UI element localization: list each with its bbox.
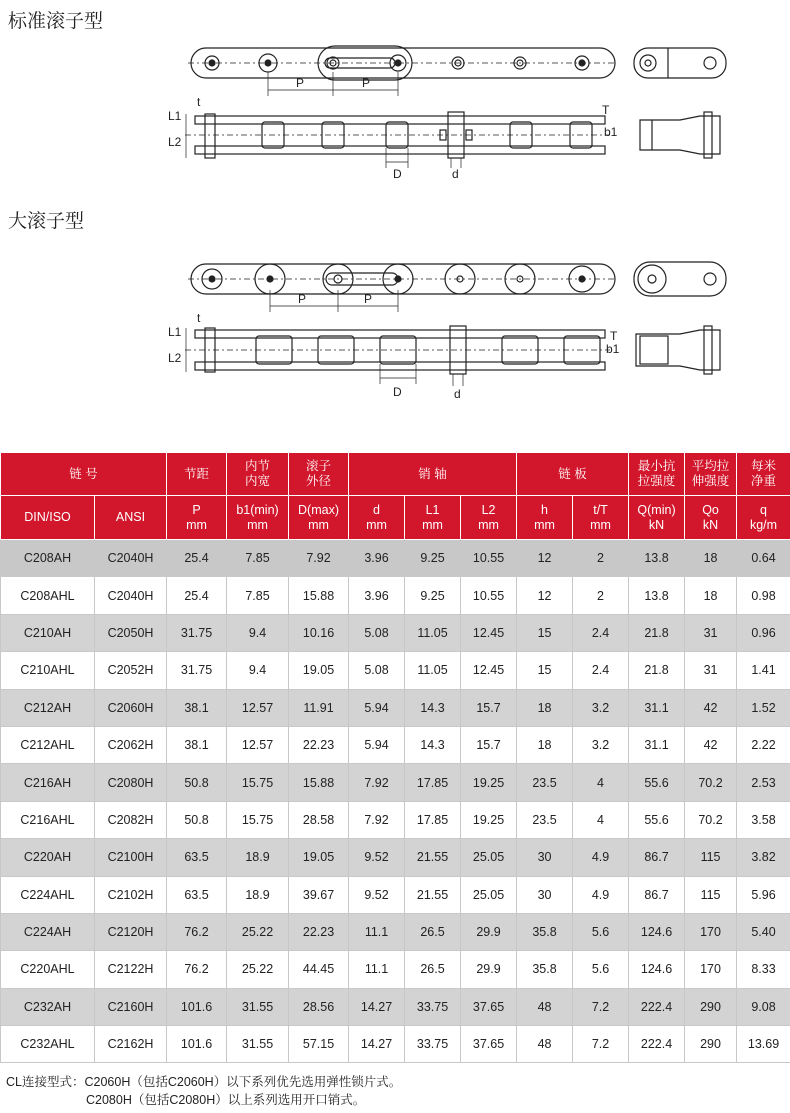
pitch-label: P xyxy=(296,76,305,90)
table-cell: 124.6 xyxy=(629,951,685,988)
header-pin: 销 轴 xyxy=(349,453,517,496)
table-cell: C2060H xyxy=(95,689,167,726)
table-cell: 12.45 xyxy=(461,614,517,651)
inner-width-label: b1 xyxy=(606,342,620,356)
header-D-mm: D(max) mm xyxy=(289,496,349,540)
table-cell: 25.4 xyxy=(167,540,227,577)
table-cell: C232AHL xyxy=(1,1026,95,1063)
table-cell: 48 xyxy=(517,1026,573,1063)
roller-diameter-label: D xyxy=(393,167,402,181)
table-cell: 3.96 xyxy=(349,540,405,577)
plate-thickness-label: T xyxy=(610,329,618,343)
table-cell: C2040H xyxy=(95,540,167,577)
table-cell: 5.96 xyxy=(737,876,790,913)
table-cell: 22.23 xyxy=(289,726,349,763)
pin-length-label: L1 xyxy=(168,325,182,339)
table-cell: 0.98 xyxy=(737,577,790,614)
inner-width-label: b1 xyxy=(604,125,618,139)
table-cell: C2080H xyxy=(95,764,167,801)
table-cell: C2062H xyxy=(95,726,167,763)
table-row xyxy=(1,951,790,988)
table-cell: C232AH xyxy=(1,988,95,1025)
table-cell: 222.4 xyxy=(629,1026,685,1063)
table-cell: 15.88 xyxy=(289,764,349,801)
table-cell: 13.69 xyxy=(737,1026,790,1063)
table-cell: 18 xyxy=(517,726,573,763)
table-cell: 42 xyxy=(685,726,737,763)
header-min-tensile: 最小抗 拉强度 xyxy=(629,453,685,496)
header-pitch: 节距 xyxy=(167,453,227,496)
table-cell: 13.8 xyxy=(629,540,685,577)
table-cell: 21.55 xyxy=(405,839,461,876)
table-cell: C220AH xyxy=(1,839,95,876)
header-avg-tensile: 平均拉 伸强度 xyxy=(685,453,737,496)
table-cell: 9.52 xyxy=(349,839,405,876)
table-cell: 26.5 xyxy=(405,951,461,988)
table-cell: C2050H xyxy=(95,614,167,651)
table-cell: 15.7 xyxy=(461,726,517,763)
table-cell: 57.15 xyxy=(289,1026,349,1063)
header-Q-kN: Q(min) kN xyxy=(629,496,685,540)
table-cell: 50.8 xyxy=(167,764,227,801)
table-cell: 5.94 xyxy=(349,726,405,763)
table-cell: 21.8 xyxy=(629,614,685,651)
table-cell: 9.25 xyxy=(405,577,461,614)
table-cell: C224AH xyxy=(1,913,95,950)
table-cell: 70.2 xyxy=(685,801,737,838)
table-row xyxy=(1,876,790,913)
table-cell: 37.65 xyxy=(461,988,517,1025)
header-p-mm: P mm xyxy=(167,496,227,540)
plate-thickness-label: t xyxy=(197,311,201,325)
table-cell: 38.1 xyxy=(167,689,227,726)
table-cell: C216AH xyxy=(1,764,95,801)
table-cell: 2.4 xyxy=(573,614,629,651)
table-cell: 290 xyxy=(685,988,737,1025)
table-cell: 63.5 xyxy=(167,876,227,913)
table-row xyxy=(1,913,790,950)
header-weight: 每米 净重 xyxy=(737,453,790,496)
table-cell: 31.1 xyxy=(629,689,685,726)
table-cell: 4.9 xyxy=(573,876,629,913)
table-row xyxy=(1,801,790,838)
table-cell: 11.91 xyxy=(289,689,349,726)
table-cell: 25.4 xyxy=(167,577,227,614)
table-cell: 29.9 xyxy=(461,913,517,950)
table-cell: 10.55 xyxy=(461,540,517,577)
table-cell: 26.5 xyxy=(405,913,461,950)
table-cell: 31.55 xyxy=(227,988,289,1025)
table-cell: 17.85 xyxy=(405,764,461,801)
header-L1-mm: L1 mm xyxy=(405,496,461,540)
table-cell: 2.22 xyxy=(737,726,790,763)
table-cell: 170 xyxy=(685,913,737,950)
table-cell: 19.25 xyxy=(461,801,517,838)
table-cell: 39.67 xyxy=(289,876,349,913)
table-cell: 19.05 xyxy=(289,652,349,689)
table-cell: 170 xyxy=(685,951,737,988)
table-row xyxy=(1,1026,790,1063)
table-cell: 31 xyxy=(685,652,737,689)
table-cell: 3.96 xyxy=(349,577,405,614)
table-cell: 18 xyxy=(685,577,737,614)
table-cell: 31.75 xyxy=(167,652,227,689)
table-cell: C212AH xyxy=(1,689,95,726)
pitch-label: P xyxy=(362,76,371,90)
table-cell: C2040H xyxy=(95,577,167,614)
table-cell: 124.6 xyxy=(629,913,685,950)
table-cell: 38.1 xyxy=(167,726,227,763)
table-cell: C2162H xyxy=(95,1026,167,1063)
table-cell: 23.5 xyxy=(517,801,573,838)
table-cell: 10.55 xyxy=(461,577,517,614)
header-roller-dia: 滚子 外径 xyxy=(289,453,349,496)
table-cell: C224AHL xyxy=(1,876,95,913)
table-cell: 11.1 xyxy=(349,951,405,988)
table-cell: 9.4 xyxy=(227,614,289,651)
table-cell: 115 xyxy=(685,876,737,913)
table-cell: 19.25 xyxy=(461,764,517,801)
table-cell: 42 xyxy=(685,689,737,726)
table-cell: 30 xyxy=(517,876,573,913)
header-h-mm: h mm xyxy=(517,496,573,540)
table-row xyxy=(1,540,790,577)
table-cell: 55.6 xyxy=(629,764,685,801)
table-cell: 35.8 xyxy=(517,951,573,988)
table-cell: 31.55 xyxy=(227,1026,289,1063)
table-cell: 4 xyxy=(573,764,629,801)
table-cell: 31.1 xyxy=(629,726,685,763)
header-Qo-kN: Qo kN xyxy=(685,496,737,540)
large-roller-chain-diagram xyxy=(0,240,790,410)
header-din-iso: DIN/ISO xyxy=(1,496,95,540)
table-cell: 12.45 xyxy=(461,652,517,689)
table-cell: 63.5 xyxy=(167,839,227,876)
footnote-line-2: C2080H（包括C2080H）以上系列选用开口销式。 xyxy=(86,1093,366,1107)
header-tT-mm: t/T mm xyxy=(573,496,629,540)
table-cell: 7.85 xyxy=(227,577,289,614)
header-b1-mm: b1(min) mm xyxy=(227,496,289,540)
table-cell: C208AH xyxy=(1,540,95,577)
pitch-label: P xyxy=(298,292,307,306)
plate-thickness-label: T xyxy=(602,103,610,117)
table-cell: 28.56 xyxy=(289,988,349,1025)
table-cell: 3.2 xyxy=(573,689,629,726)
table-cell: 31 xyxy=(685,614,737,651)
table-cell: 7.2 xyxy=(573,1026,629,1063)
header-ansi: ANSI xyxy=(95,496,167,540)
table-cell: 101.6 xyxy=(167,988,227,1025)
table-cell: 76.2 xyxy=(167,951,227,988)
table-cell: 15.7 xyxy=(461,689,517,726)
table-cell: 7.92 xyxy=(349,764,405,801)
table-cell: 55.6 xyxy=(629,801,685,838)
table-cell: 2.53 xyxy=(737,764,790,801)
table-cell: 12 xyxy=(517,577,573,614)
table-cell: 2 xyxy=(573,540,629,577)
table-cell: C2100H xyxy=(95,839,167,876)
table-cell: 290 xyxy=(685,1026,737,1063)
table-cell: 4.9 xyxy=(573,839,629,876)
table-cell: 3.2 xyxy=(573,726,629,763)
table-cell: 17.85 xyxy=(405,801,461,838)
pin-length-label: L2 xyxy=(168,135,182,149)
table-row xyxy=(1,614,790,651)
table-cell: 0.96 xyxy=(737,614,790,651)
table-cell: 11.05 xyxy=(405,652,461,689)
table-cell: 2.4 xyxy=(573,652,629,689)
table-cell: C208AHL xyxy=(1,577,95,614)
roller-diameter-label: D xyxy=(393,385,402,399)
table-cell: 7.2 xyxy=(573,988,629,1025)
table-cell: 9.08 xyxy=(737,988,790,1025)
table-cell: 15 xyxy=(517,614,573,651)
header-plate: 链 板 xyxy=(517,453,629,496)
table-cell: 48 xyxy=(517,988,573,1025)
table-cell: 14.27 xyxy=(349,1026,405,1063)
table-subheader-row xyxy=(1,496,790,540)
table-cell: 7.85 xyxy=(227,540,289,577)
table-cell: 86.7 xyxy=(629,876,685,913)
table-cell: 12.57 xyxy=(227,726,289,763)
table-cell: 222.4 xyxy=(629,988,685,1025)
section-title-standard-roller: 标准滚子型 xyxy=(8,10,104,32)
table-cell: 30 xyxy=(517,839,573,876)
table-cell: 18.9 xyxy=(227,839,289,876)
table-row xyxy=(1,988,790,1025)
table-body xyxy=(1,540,790,1063)
table-cell: C2120H xyxy=(95,913,167,950)
table-cell: 15 xyxy=(517,652,573,689)
header-L2-mm: L2 mm xyxy=(461,496,517,540)
table-cell: 50.8 xyxy=(167,801,227,838)
table-cell: C2052H xyxy=(95,652,167,689)
table-cell: 5.94 xyxy=(349,689,405,726)
table-cell: 86.7 xyxy=(629,839,685,876)
table-cell: C2122H xyxy=(95,951,167,988)
table-row xyxy=(1,726,790,763)
header-d-mm: d mm xyxy=(349,496,405,540)
pitch-label: P xyxy=(364,292,373,306)
footnote-line-1: CL连接型式：C2060H（包括C2060H）以下系列优先选用弹性锁片式。 xyxy=(6,1075,402,1089)
table-row xyxy=(1,577,790,614)
table-cell: 21.8 xyxy=(629,652,685,689)
table-cell: C212AHL xyxy=(1,726,95,763)
table-cell: C216AHL xyxy=(1,801,95,838)
pin-length-label: L1 xyxy=(168,109,182,123)
table-cell: C2160H xyxy=(95,988,167,1025)
table-cell: 10.16 xyxy=(289,614,349,651)
table-cell: 3.82 xyxy=(737,839,790,876)
table-cell: 9.25 xyxy=(405,540,461,577)
table-cell: 35.8 xyxy=(517,913,573,950)
table-cell: 44.45 xyxy=(289,951,349,988)
standard-roller-chain-diagram xyxy=(0,34,790,184)
table-cell: 4 xyxy=(573,801,629,838)
table-cell: 33.75 xyxy=(405,1026,461,1063)
table-cell: 18 xyxy=(517,689,573,726)
table-cell: 11.1 xyxy=(349,913,405,950)
pin-diameter-label: d xyxy=(452,167,459,181)
table-row xyxy=(1,764,790,801)
table-cell: 0.64 xyxy=(737,540,790,577)
table-cell: 76.2 xyxy=(167,913,227,950)
table-cell: 14.3 xyxy=(405,726,461,763)
table-cell: 22.23 xyxy=(289,913,349,950)
table-cell: 15.75 xyxy=(227,764,289,801)
table-cell: 5.6 xyxy=(573,913,629,950)
table-cell: 15.75 xyxy=(227,801,289,838)
table-cell: 21.55 xyxy=(405,876,461,913)
table-cell: 25.22 xyxy=(227,913,289,950)
table-cell: 14.3 xyxy=(405,689,461,726)
plate-thickness-label: t xyxy=(197,95,201,109)
table-cell: 12 xyxy=(517,540,573,577)
table-cell: C210AH xyxy=(1,614,95,651)
table-cell: 33.75 xyxy=(405,988,461,1025)
table-cell: 37.65 xyxy=(461,1026,517,1063)
chain-spec-table xyxy=(0,452,790,1063)
table-cell: 9.4 xyxy=(227,652,289,689)
table-cell: 31.75 xyxy=(167,614,227,651)
table-cell: 5.6 xyxy=(573,951,629,988)
table-cell: 11.05 xyxy=(405,614,461,651)
table-cell: 7.92 xyxy=(289,540,349,577)
table-cell: 12.57 xyxy=(227,689,289,726)
table-cell: 25.05 xyxy=(461,876,517,913)
table-cell: 19.05 xyxy=(289,839,349,876)
table-cell: 3.58 xyxy=(737,801,790,838)
section-title-large-roller: 大滚子型 xyxy=(8,210,85,232)
table-cell: 13.8 xyxy=(629,577,685,614)
table-cell: 101.6 xyxy=(167,1026,227,1063)
table-cell: 23.5 xyxy=(517,764,573,801)
table-cell: 25.22 xyxy=(227,951,289,988)
table-cell: 9.52 xyxy=(349,876,405,913)
table-header-row xyxy=(1,453,790,496)
table-cell: C2082H xyxy=(95,801,167,838)
table-cell: 15.88 xyxy=(289,577,349,614)
table-cell: 5.08 xyxy=(349,652,405,689)
table-cell: 1.41 xyxy=(737,652,790,689)
table-cell: 25.05 xyxy=(461,839,517,876)
pin-length-label: L2 xyxy=(168,351,182,365)
table-cell: 8.33 xyxy=(737,951,790,988)
table-cell: 18.9 xyxy=(227,876,289,913)
pin-diameter-label: d xyxy=(454,387,461,401)
table-row xyxy=(1,652,790,689)
table-cell: C2102H xyxy=(95,876,167,913)
header-chain-no: 链 号 xyxy=(1,453,167,496)
header-inner-width: 内节 内宽 xyxy=(227,453,289,496)
table-cell: 5.08 xyxy=(349,614,405,651)
table-row xyxy=(1,839,790,876)
table-cell: 2 xyxy=(573,577,629,614)
table-cell: C220AHL xyxy=(1,951,95,988)
table-cell: 14.27 xyxy=(349,988,405,1025)
table-cell: 115 xyxy=(685,839,737,876)
header-q-kgm: q kg/m xyxy=(737,496,790,540)
table-cell: 1.52 xyxy=(737,689,790,726)
table-cell: 18 xyxy=(685,540,737,577)
table-cell: 7.92 xyxy=(349,801,405,838)
table-cell: 5.40 xyxy=(737,913,790,950)
table-cell: C210AHL xyxy=(1,652,95,689)
table-row xyxy=(1,689,790,726)
table-cell: 28.58 xyxy=(289,801,349,838)
table-cell: 70.2 xyxy=(685,764,737,801)
table-cell: 29.9 xyxy=(461,951,517,988)
